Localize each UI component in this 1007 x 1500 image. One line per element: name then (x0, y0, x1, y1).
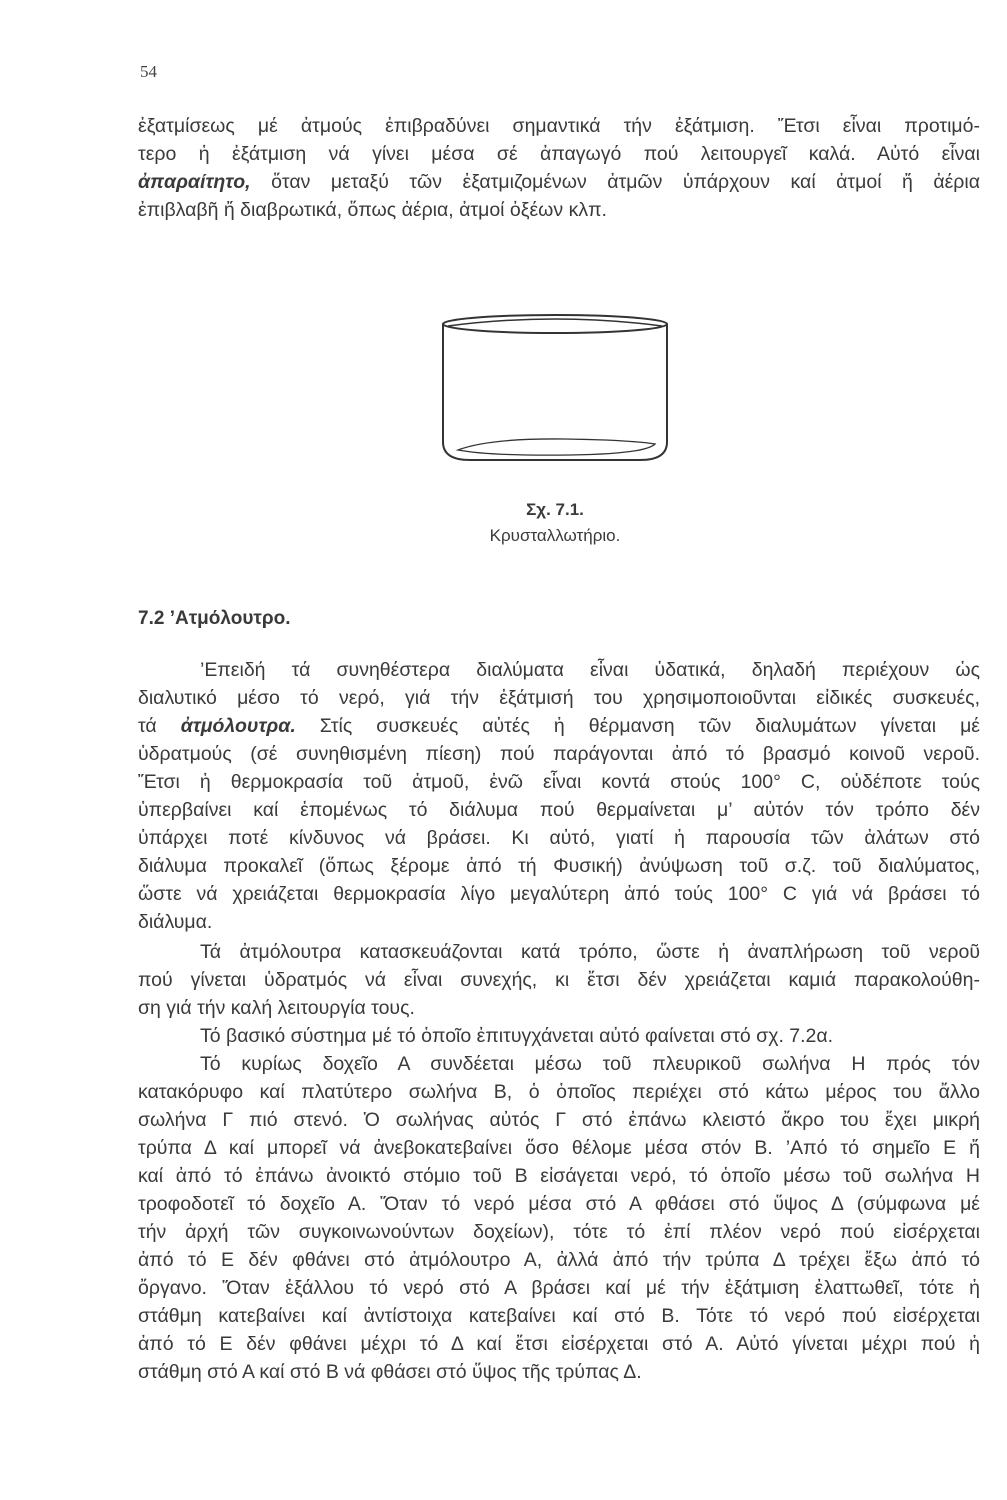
section-heading: 7.2 ’Ατμόλουτρο. (138, 608, 291, 629)
figure-caption: Κρυσταλλωτήριο. (489, 526, 621, 545)
text-line: στάθμη κατεβαίνει καί ἀντίστοιχα κατεβαίνει καί στό Β. Τότε τό νερό πού εἰσέρχεται (138, 1305, 980, 1327)
text-line: κατακόρυφο καί πλατύτερο σωλήνα Β, ὁ ὁποῖος περιέχει στό κάτω μέρος του ἄλλο (138, 1081, 980, 1103)
text-line: τροφοδοτεῖ τό δοχεῖο Α. Ὅταν τό νερό μέσα στό Α φθάσει στό ὕψος Δ (σύμφωνα μέ (138, 1193, 980, 1215)
text-line (138, 712, 980, 740)
text-line: ὑδρατμούς (σέ συνηθισμένη πίεση) πού παράγονται ἀπό τό βρασμό κοινοῦ νεροῦ. (138, 743, 980, 765)
text-line: Τό βασικό σύστημα μέ τό ὁποῖο ἐπιτυγχάνεται αὐτό φαίνεται στό σχ. 7.2α. (200, 1025, 834, 1047)
text-line: ἐξατμίσεως μέ ἀτμούς ἐπιβραδύνει σημαντικά τήν ἐξάτμιση. Ἔτσι εἶναι προτιμό- (138, 115, 980, 137)
rim-outer (443, 315, 667, 333)
text-line: ὑπάρχει ποτέ κίνδυνος νά βράσει. Κι αὐτό, γιατί ἡ παρουσία τῶν ἀλάτων στό (138, 827, 980, 849)
emphasis-text: ἀπαραίτητο, (138, 171, 251, 193)
text-line: Τό κυρίως δοχεῖο Α συνδέεται μέσω τοῦ πλευρικοῦ σωλήνα Η πρός τόν (200, 1053, 980, 1075)
page-number: 54 (140, 62, 157, 81)
text-line: στάθμη στό Α καί στό Β νά φθάσει στό ὕψος τῆς τρύπας Δ. (138, 1361, 642, 1383)
text-line: ’Επειδή τά συνηθέστερα διαλύματα εἶναι ὑδατικά, δηλαδή περιέχουν ὡς (200, 659, 980, 681)
text-line: καί ἀπό τό ἐπάνω ἀνοικτό στόμιο τοῦ Β εἰσάγεται νερό, τό ὁποῖο μέσω τοῦ σωλήνα Η (138, 1165, 980, 1187)
text-line: Τά ἀτμόλουτρα κατασκευάζονται κατά τρόπο, ὥστε ἡ ἀναπλήρωση τοῦ νεροῦ (200, 941, 980, 963)
text-line: ἀπό τό Ε δέν φθάνει στό ἀτμόλουτρο Α, ἀλλά ἀπό τήν τρύπα Δ τρέχει ἔξω ἀπό τό (138, 1249, 980, 1271)
text-line: ἐπιβλαβῆ ἤ διαβρωτικά, ὅπως ἀέρια, ἀτμοί ὀξέων κλπ. (138, 199, 607, 221)
text-line: τρύπα Δ καί μπορεῖ νά ἀνεβοκατεβαίνει ὅσο θέλομε μέσα στόν Β. ’Από τό σημεῖο Ε ἤ (138, 1137, 980, 1159)
paragraph-1 (138, 656, 980, 936)
text-line: διαλυτικό μέσο τό νερό, γιά τήν ἐξάτμισή του χρησιμοποιοῦνται εἰδικές συσκευές, (138, 687, 980, 709)
text-fragment: ὅταν μεταξύ τῶν ἐξατμιζομένων ἀτμῶν ὑπάρχουν καί ἀτμοί ἤ ἀέρια (271, 171, 980, 193)
text-line: ὑπερβαίνει καί ἑπομένως τό διάλυμα πού θερμαίνεται μ’ αὐτόν τόν τρόπο δέν (138, 799, 980, 821)
text-fragment: τά (138, 715, 157, 737)
rim-inner (448, 319, 662, 326)
text-line: ἀπό τό Ε δέν φθάνει μέχρι τό Δ καί ἔτσι εἰσέρχεται στό Α. Αὐτό γίνεται μέχρι πού ἡ (138, 1333, 980, 1355)
paragraph-3 (138, 1022, 980, 1050)
inner-bottom (458, 439, 655, 455)
text-fragment: Στίς συσκευές αὐτές ἡ θέρμανση τῶν διαλυμάτων γίνεται μέ (319, 715, 981, 737)
text-line: ὄργανο. Ὅταν ἐξάλλου τό νερό στό Α βράσει καί μέ τήν ἐξάτμιση ἐλαττωθεῖ, τότε ἡ (138, 1277, 980, 1299)
emphasis-text: ἀτμόλουτρα. (180, 715, 296, 737)
figure-label: Σχ. 7.1. (526, 500, 584, 519)
paragraph-4 (138, 1050, 980, 1386)
text-line: διάλυμα. (138, 911, 213, 933)
text-line: σωλήνα Γ πιό στενό. Ὁ σωλήνας αὐτός Γ στό ἐπάνω κλειστό ἄκρο του ἔχει μικρή (138, 1109, 980, 1131)
text-line: πού γίνεται ὑδρατμός νά εἶναι συνεχής, κι ἔτσι δέν χρειάζεται καμιά παρακολούθη- (138, 969, 980, 991)
text-line: διάλυμα προκαλεῖ (ὅπως ξέρομε ἀπό τή Φυσική) ἀνύψωση τοῦ σ.ζ. τοῦ διαλύματος, (138, 855, 980, 877)
text-line: Ἔτσι ἡ θερμοκρασία τοῦ ἀτμοῦ, ἐνῶ εἶναι κοντά στούς 100° C, οὐδέποτε τούς (138, 771, 980, 793)
text-line (138, 168, 980, 196)
text-line: ση γιά τήν καλή λειτουργία τους. (138, 997, 415, 1019)
text-line: ὥστε νά χρειάζεται θερμοκρασία λίγο μεγαλύτερη ἀπό τούς 100° C γιά νά βράσει τό (138, 883, 980, 905)
intro-paragraph (138, 112, 980, 224)
paragraph-2 (138, 938, 980, 1022)
text-line: τερο ἡ ἐξάτμιση νά γίνει μέσα σέ ἀπαγωγό πού λειτουργεῖ καλά. Αὐτό εἶναι (138, 143, 980, 165)
crystallizer-figure (430, 302, 680, 482)
text-line: τήν ἀρχή τῶν συγκοινωνούντων δοχείων), τότε τό ἐπί πλέον νερό πού εἰσέρχεται (138, 1221, 980, 1243)
